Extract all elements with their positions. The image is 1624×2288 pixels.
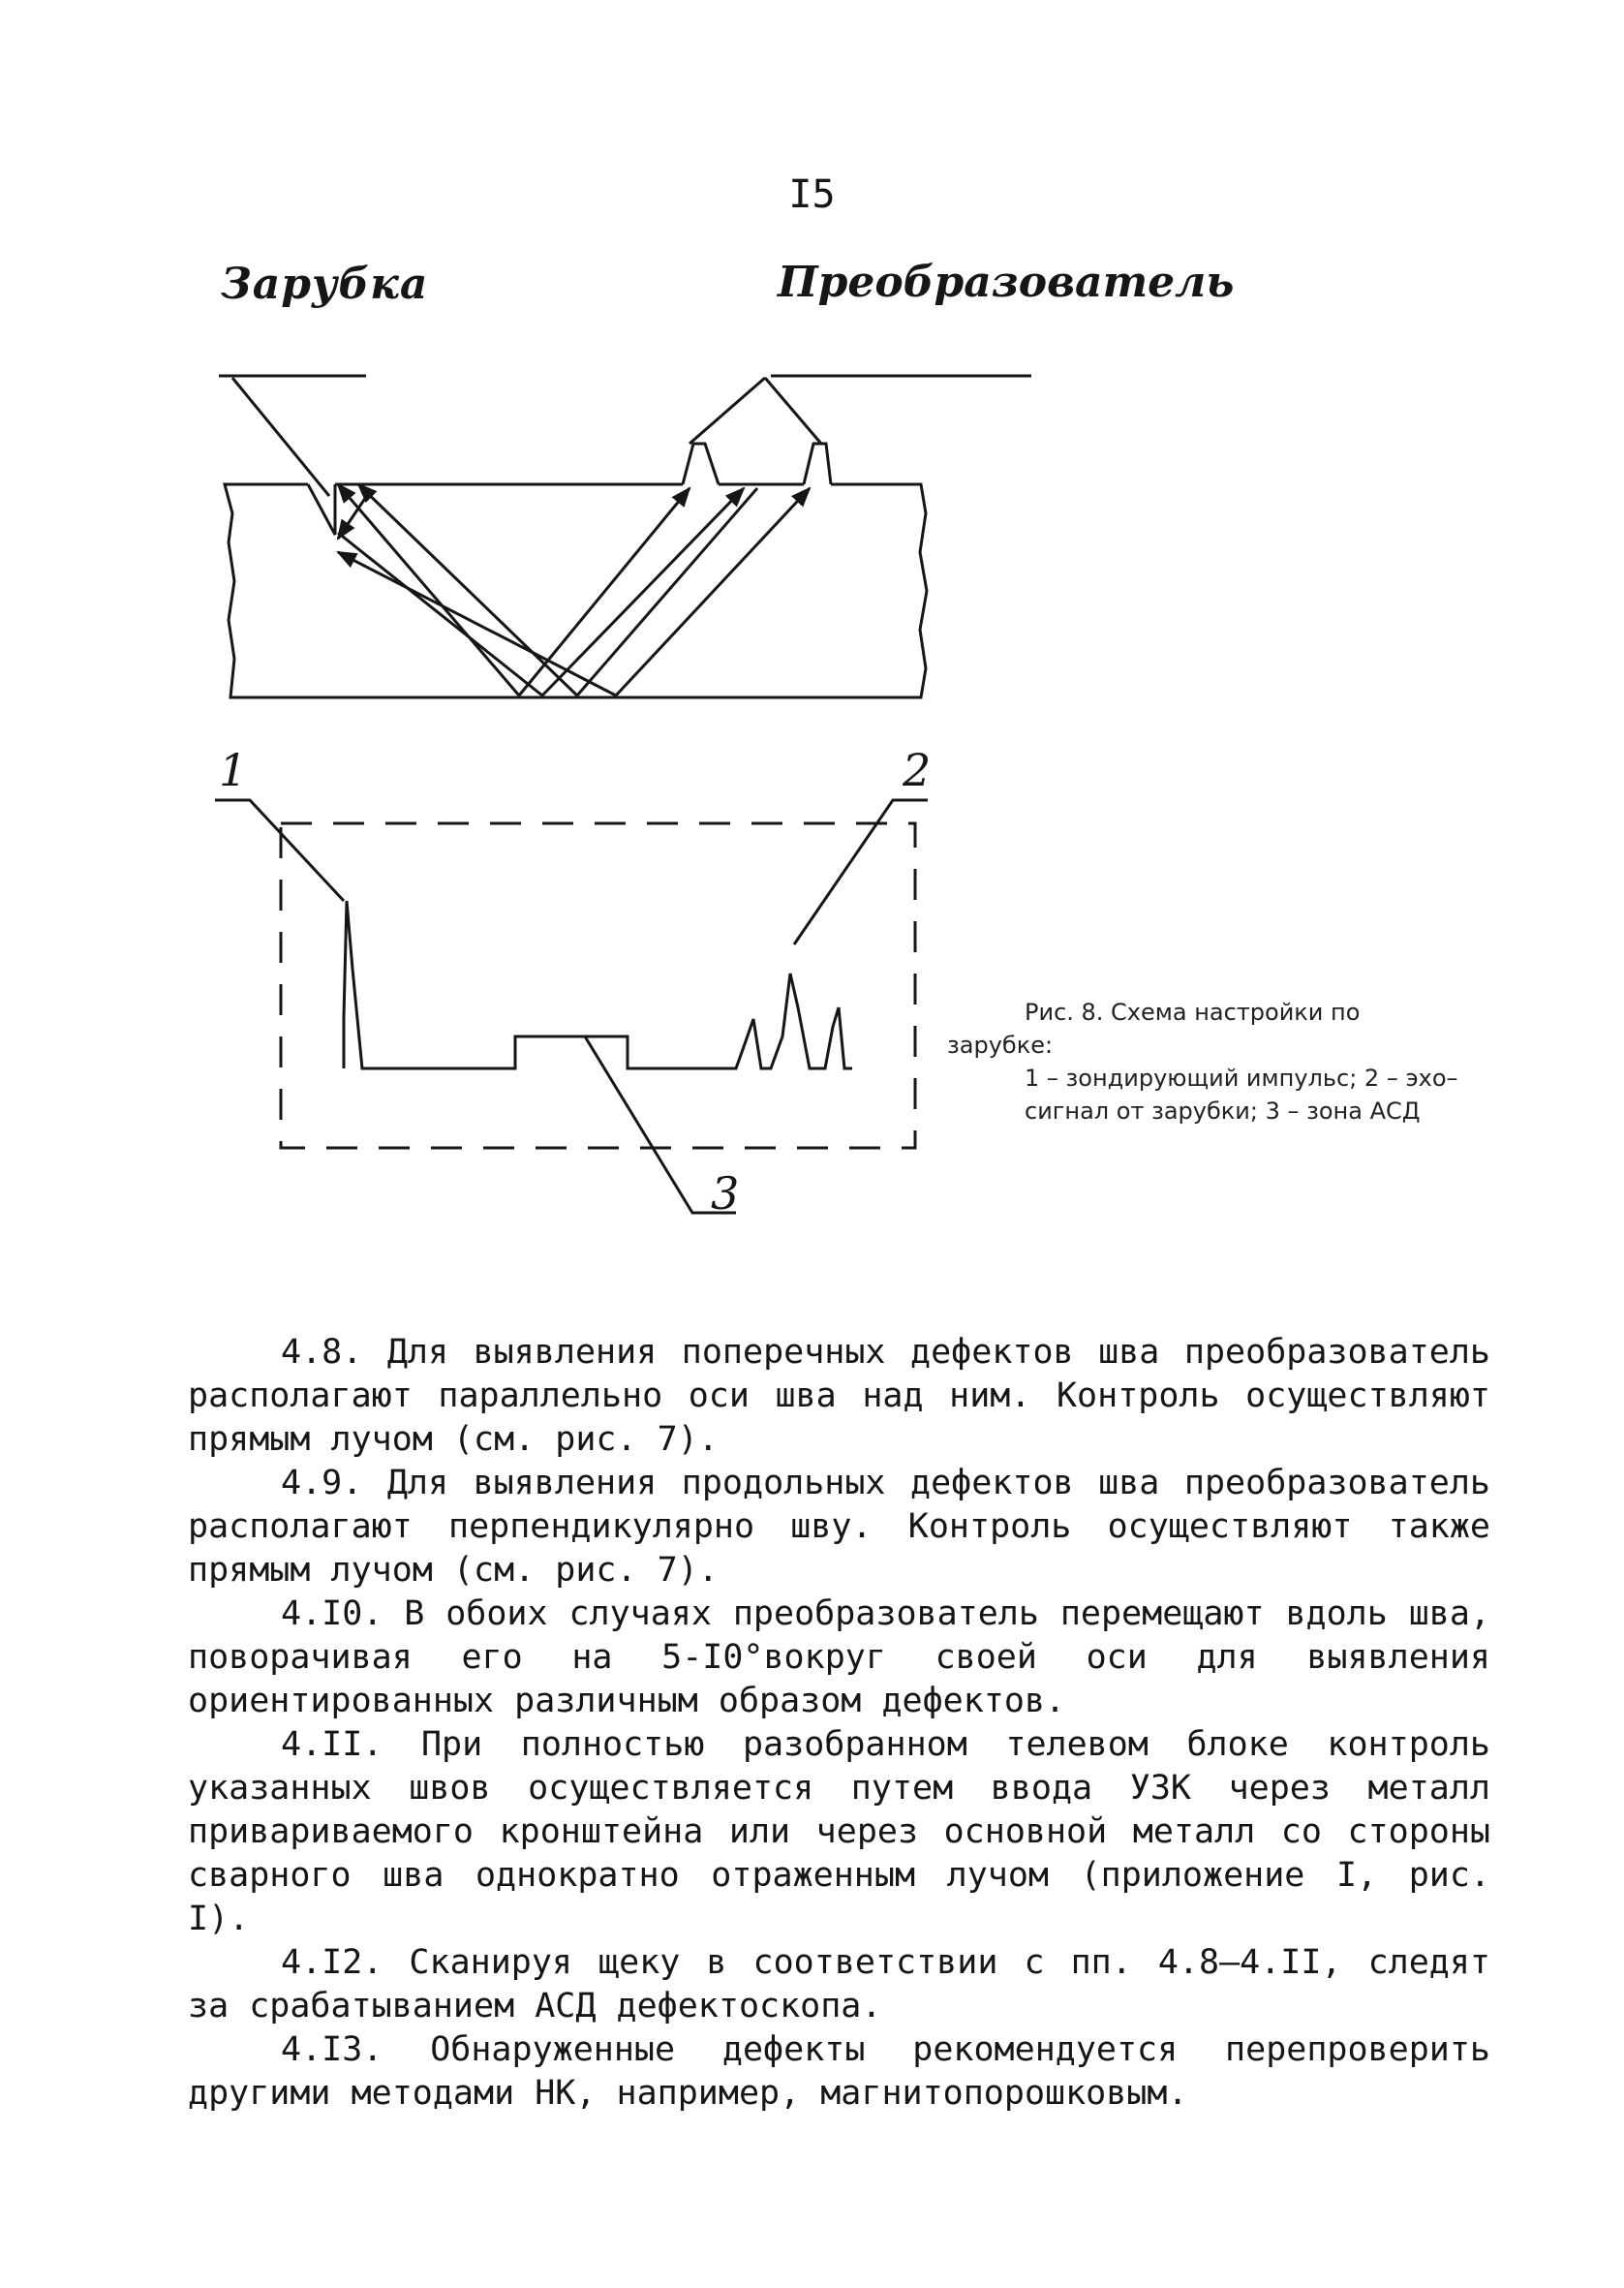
- paragraph-text: 4.I3. Обнаруженные дефекты рекомендуется перепроверить другими методами НК, например, магнитопорошковым.: [188, 2030, 1490, 2113]
- marker-2-leader: [794, 800, 928, 944]
- paragraph-text: 4.8. Для выявления поперечных дефектов шва преобразователь располагают параллельно оси шва над ним. Контроль осуществляют прямым лучом (см. рис. 7).: [188, 1333, 1490, 1459]
- beam-1a: [338, 484, 519, 696]
- paragraph: [188, 1941, 1490, 2028]
- notch-label: Зарубка: [221, 260, 429, 309]
- specimen-plate: [225, 484, 927, 697]
- paragraph-text: 4.9. Для выявления продольных дефектов шва преобразователь располагают перпендикулярно шву. Контроль осуществляют также прямым лучом (см. рис. 7).: [188, 1464, 1490, 1590]
- beam-3a: [338, 533, 542, 696]
- marker-2: 2: [903, 744, 932, 796]
- ascan-frame: [281, 823, 915, 1148]
- paragraph: [188, 1462, 1490, 1592]
- marker-3: 3: [711, 1167, 740, 1220]
- beam-2a: [358, 484, 577, 696]
- figure-caption: [947, 996, 1489, 1128]
- paragraph-text: 4.I0. В обоих случаях преобразователь перемещают вдоль шва, поворачивая его на 5-I0°вокруг своей оси для выявления ориентированных различным образом дефектов.: [188, 1594, 1490, 1720]
- caption-title-cont: зарубке:: [947, 1032, 1054, 1059]
- ascan-trace: [344, 901, 852, 1068]
- paragraph: [188, 2028, 1490, 2116]
- transducer-leader-2: [765, 378, 821, 444]
- paragraph: [188, 1592, 1490, 1723]
- transducer-label: Преобразователь: [778, 258, 1235, 307]
- marker-1: 1: [219, 744, 248, 796]
- notch: [308, 484, 335, 535]
- caption-title: Рис. 8. Схема настройки по: [1025, 999, 1361, 1026]
- paragraph: [188, 1331, 1490, 1462]
- caption-items: 1 – зондирующий импульс; 2 – эхо–сигнал от зарубки; 3 – зона АСД: [1025, 1065, 1458, 1125]
- transducer-right: [804, 444, 831, 484]
- transducer-left: [683, 444, 719, 484]
- beam-4a: [338, 552, 616, 696]
- paragraph: [188, 1723, 1490, 1941]
- page-number: I5: [788, 172, 836, 217]
- body-text: [188, 1331, 1490, 2116]
- paragraph-text: 4.I2. Сканируя щеку в соответствии с пп. 4.8–4.II, следят за срабатыванием АСД дефектоскопа.: [188, 1943, 1490, 2025]
- paragraph-text: 4.II. При полностью разобранном телевом блоке контроль указанных швов осуществляется путем ввода УЗК через металл привариваемого кронштейна или через основной металл со стороны сварного шва однократно отраженным лучом (приложение I, рис. I).: [188, 1725, 1490, 1938]
- notch-leader: [232, 378, 329, 496]
- transducer-leader-1: [689, 378, 765, 444]
